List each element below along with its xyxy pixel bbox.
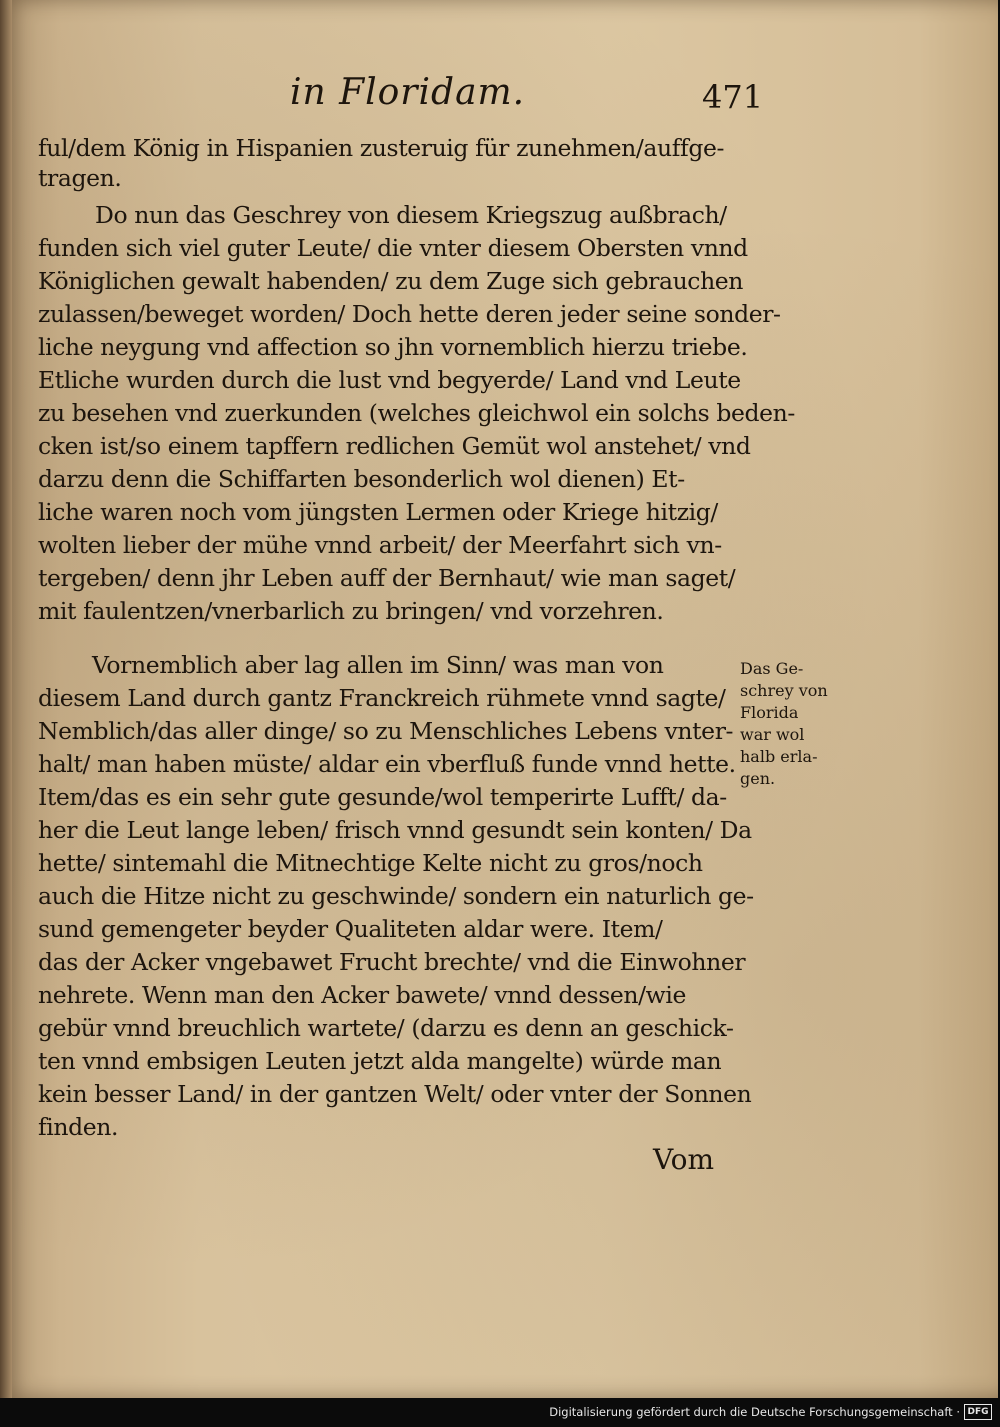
dfg-logo-icon: DFG xyxy=(964,1404,992,1420)
text-line: Item/das es ein sehr gute gesunde/wol temperirte Lufft/ da- xyxy=(38,783,727,811)
digitization-footer xyxy=(0,1398,1000,1427)
running-head: in Floridam. xyxy=(290,72,526,113)
text-line: ten vnnd embsigen Leuten jetzt alda mangelte) würde man xyxy=(38,1047,722,1075)
text-line: finden. xyxy=(38,1113,119,1141)
text-line: her die Leut lange leben/ frisch vnnd gesundt sein konten/ Da xyxy=(38,816,752,844)
marginal-note-line: Florida xyxy=(740,703,799,722)
text-line: zulassen/beweget worden/ Doch hette deren jeder seine sonder- xyxy=(38,300,781,328)
text-line: diesem Land durch gantz Franckreich rühmete vnnd sagte/ xyxy=(38,684,726,712)
marginal-note-line: schrey von xyxy=(740,681,828,700)
text-line: wolten lieber der mühe vnnd arbeit/ der Meerfahrt sich vn- xyxy=(38,531,722,559)
page-binding-edge xyxy=(0,0,12,1398)
marginal-note-line: gen. xyxy=(740,769,776,788)
text-line: sund gemengeter beyder Qualiteten aldar were. Item/ xyxy=(38,915,663,943)
text-line: mit faulentzen/vnerbarlich zu bringen/ vnd vorzehren. xyxy=(38,597,664,625)
text-line: hette/ sintemahl die Mitnechtige Kelte nicht zu gros/noch xyxy=(38,849,703,877)
marginal-note-line: Das Ge- xyxy=(740,659,804,678)
text-line: zu besehen vnd zuerkunden (welches gleichwol ein solchs beden- xyxy=(38,399,795,427)
text-line: gebür vnnd breuchlich wartete/ (darzu es denn an geschick- xyxy=(38,1014,734,1042)
text-line: tragen. xyxy=(38,164,122,192)
text-line: kein besser Land/ in der gantzen Welt/ oder vnter der Sonnen xyxy=(38,1080,752,1108)
text-line: tergeben/ denn jhr Leben auff der Bernhaut/ wie man saget/ xyxy=(38,564,736,592)
text-line: Nemblich/das aller dinge/ so zu Menschliches Lebens vnter- xyxy=(38,717,734,745)
text-line: das der Acker vngebawet Frucht brechte/ vnd die Einwohner xyxy=(38,948,746,976)
text-line: liche neygung vnd affection so jhn vornemblich hierzu triebe. xyxy=(38,333,748,361)
marginal-note-line: war wol xyxy=(740,725,805,744)
text-line: funden sich viel guter Leute/ die vnter diesem Obersten vnnd xyxy=(38,234,748,262)
text-line: Etliche wurden durch die lust vnd begyerde/ Land vnd Leute xyxy=(38,366,741,394)
text-line: cken ist/so einem tapffern redlichen Gemüt wol anstehet/ vnd xyxy=(38,432,751,460)
text-line: liche waren noch vom jüngsten Lermen oder Kriege hitzig/ xyxy=(38,498,718,526)
text-line: Königlichen gewalt habenden/ zu dem Zuge sich gebrauchen xyxy=(38,267,744,295)
text-line: darzu denn die Schiffarten besonderlich wol dienen) Et- xyxy=(38,465,685,493)
catchword: Vom xyxy=(653,1143,715,1176)
text-line: auch die Hitze nicht zu geschwinde/ sondern ein naturlich ge- xyxy=(38,882,754,910)
funding-credit: Digitalisierung gefördert durch die Deutsche Forschungsgemeinschaft · xyxy=(549,1405,960,1419)
text-line: nehrete. Wenn man den Acker bawete/ vnnd dessen/wie xyxy=(38,981,686,1009)
marginal-note-line: halb erla- xyxy=(740,747,818,766)
text-line: Vornemblich aber lag allen im Sinn/ was man von xyxy=(92,651,664,679)
page-number: 471 xyxy=(702,78,764,116)
text-line: halt/ man haben müste/ aldar ein vberfluß funde vnnd hette. xyxy=(38,750,736,778)
text-line: ful/dem König in Hispanien zusteruig für zunehmen/auffge- xyxy=(38,134,725,162)
text-line: Do nun das Geschrey von diesem Kriegszug außbrach/ xyxy=(95,201,727,229)
